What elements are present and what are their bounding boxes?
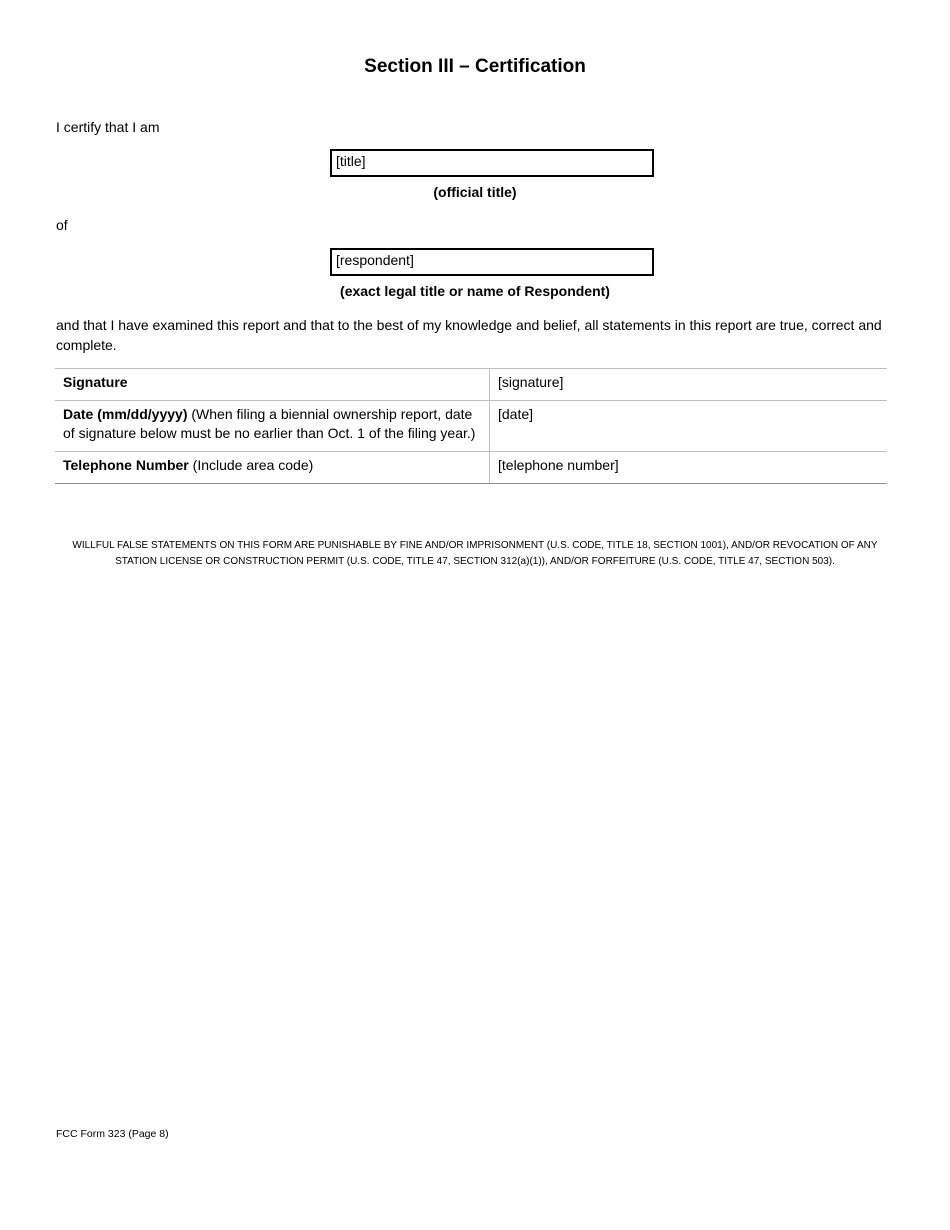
telephone-row: [55, 452, 887, 484]
certify-intro: I certify that I am: [56, 119, 160, 135]
telephone-note: (Include area code): [188, 457, 314, 473]
respondent-caption: (exact legal title or name of Respondent): [340, 283, 610, 299]
page-title: Section III – Certification: [364, 56, 586, 77]
certification-statement: and that I have examined this report and that to the best of my knowledge and belief, all statements in this report are true, correct and complete.: [56, 317, 882, 353]
official-title-field[interactable]: [title]: [330, 149, 654, 177]
date-row: [55, 401, 887, 452]
respondent-field[interactable]: [respondent]: [330, 248, 654, 276]
official-title-caption: (official title): [433, 184, 517, 200]
date-field[interactable]: [date]: [490, 401, 888, 452]
telephone-label-cell: [55, 452, 490, 484]
signature-row: [55, 369, 887, 401]
of-label: of: [56, 217, 68, 233]
signature-field[interactable]: [signature]: [490, 369, 888, 401]
date-label: Date (mm/dd/yyyy): [63, 406, 188, 422]
signature-label-cell: [55, 369, 490, 401]
date-note: (When filing a biennial ownership report, date of signature below must be no earlier than Oct. 1 of the filing year.): [63, 406, 476, 441]
telephone-label: Telephone Number: [63, 457, 189, 473]
legal-warning: WILLFUL FALSE STATEMENTS ON THIS FORM ARE PUNISHABLE BY FINE AND/OR IMPRISONMENT (U.S. CODE, TITLE 18, SECTION 1001), AND/OR REVOCATION OF ANY STATION LICENSE OR CONSTRUCTION PERMIT (U.S. CODE, TITLE 47, SECTION 312(a)(1)), AND/OR FORFEITURE (U.S. CODE, TITLE 47, SECTION 503).: [72, 540, 878, 567]
certification-table: [55, 368, 887, 484]
telephone-field[interactable]: [telephone number]: [490, 452, 888, 484]
form-footer: FCC Form 323 (Page 8): [56, 1128, 169, 1140]
signature-label: Signature: [63, 374, 128, 390]
date-label-cell: [55, 401, 490, 452]
